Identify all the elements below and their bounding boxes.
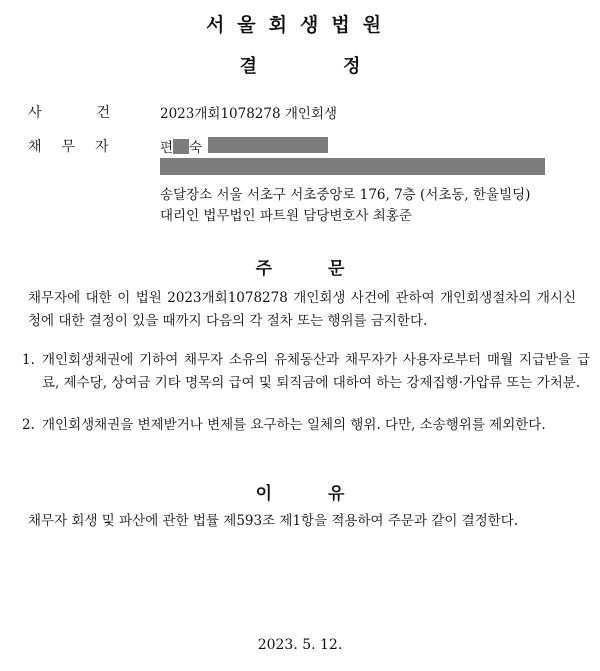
redaction-bar (160, 158, 545, 175)
reason-heading (0, 479, 600, 504)
debtor-name (160, 136, 202, 156)
debtor-label (28, 136, 109, 156)
court-name: 서울회생법원 (205, 14, 395, 36)
debtor-label-b: 무 (61, 139, 76, 155)
reason-heading-b: 유 (328, 484, 345, 504)
list-item-text: 개인회생채권에 기하여 채무자 소유의 유체동산과 채무자가 사용자로부터 매월 지급받을 급료, 제수당, 상여금 기타 명목의 급여 및 퇴직금에 대하여 하는 강제집행·가압류 또는 가처분. (42, 352, 590, 391)
decision-date: 2023. 5. 12. (257, 637, 343, 653)
list-item-number: 2. (22, 417, 35, 433)
reason-heading-a: 이 (255, 484, 272, 504)
debtor-label-c: 자 (95, 139, 109, 155)
debtor-name-last: 숙 (189, 140, 203, 156)
document-type-left: 결 (239, 56, 257, 77)
order-heading (0, 254, 600, 279)
document-type (0, 52, 600, 78)
redaction-bar (173, 139, 189, 154)
case-number: 2023개회1078278 개인회생 (160, 106, 338, 122)
list-item-text: 개인회생채권을 변제받거나 변제를 요구하는 일체의 행위. 다만, 소송행위를 제외한다. (42, 417, 546, 433)
case-label-b: 건 (96, 105, 111, 121)
service-address: 송달장소 서울 서초구 서초중앙로 176, 7층 (서초동, 한울빌딩) (160, 187, 531, 203)
order-heading-a: 주 (255, 259, 272, 279)
reason-text: 채무자 회생 및 파산에 관한 법률 제593조 제1항을 적용하여 주문과 같이 결정한다. (28, 513, 519, 529)
list-item-number: 1. (22, 352, 35, 368)
debtor-name-first: 편 (160, 140, 174, 156)
case-label-a: 사 (28, 105, 42, 121)
document-type-right: 정 (343, 56, 361, 77)
legal-agent: 대리인 법무법인 파트원 담당변호사 최홍준 (160, 208, 412, 224)
debtor-label-a: 채 (28, 139, 42, 155)
order-text: 채무자에 대한 이 법원 2023개회1078278 개인회생 사건에 관하여 개인회생절차의 개시신청에 대한 결정이 있을 때까지 다음의 각 절차 또는 행위를 금지한다. (28, 290, 576, 329)
redaction-bar (208, 137, 328, 153)
case-label (28, 102, 110, 122)
order-heading-b: 문 (328, 259, 345, 279)
